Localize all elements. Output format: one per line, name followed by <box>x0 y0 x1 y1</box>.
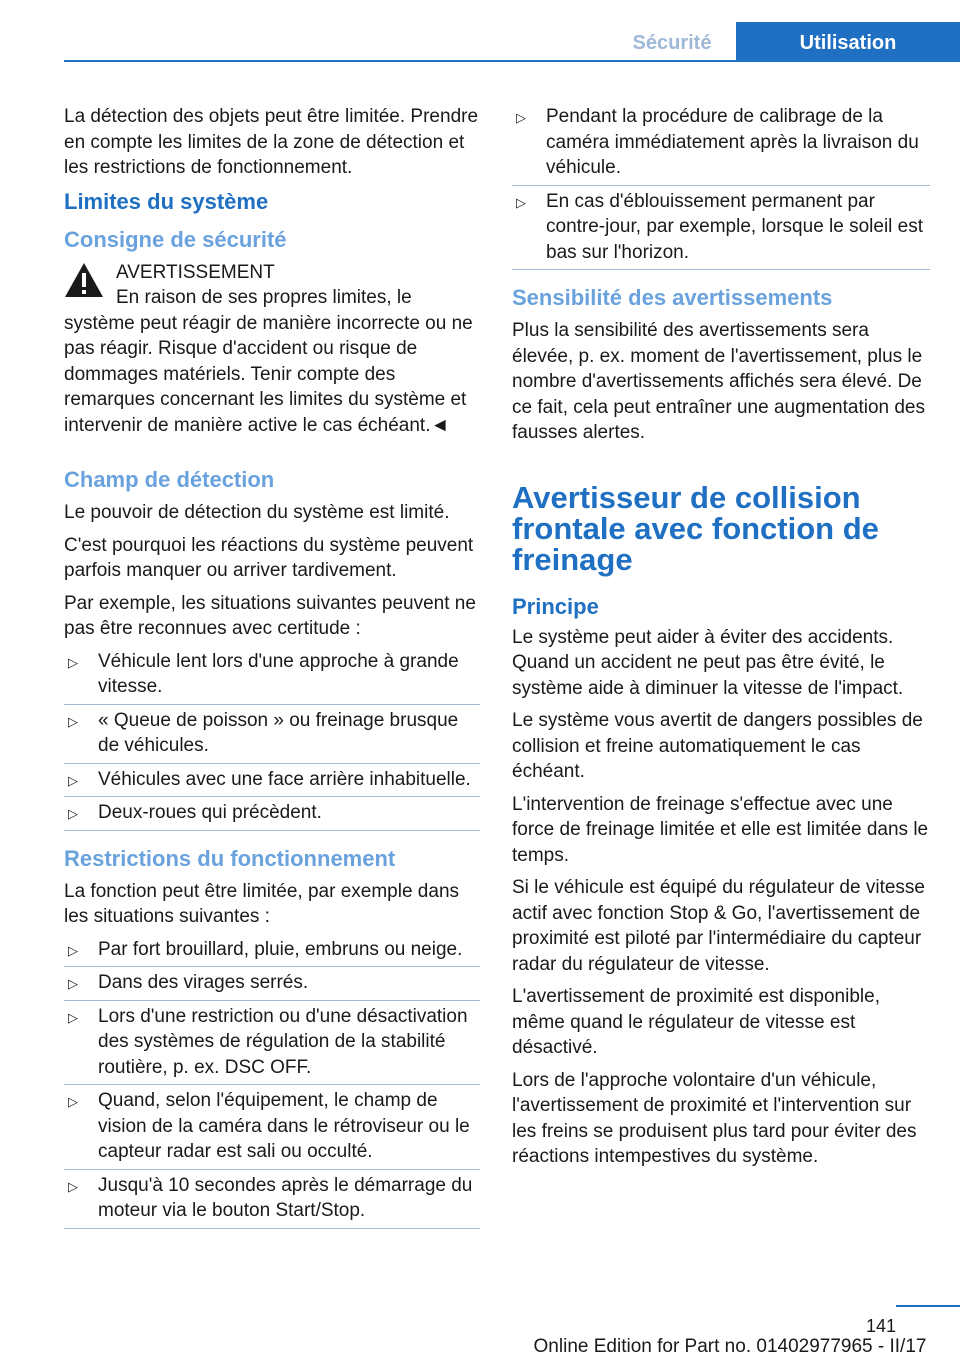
list-item-text: Lors d'une restriction ou d'une désactivation des systèmes de régulation de la stabilité routière, p. ex. DSC OFF. <box>98 1005 468 1078</box>
list-item <box>64 1088 480 1166</box>
bullet-triangle-icon: ▷ <box>68 1178 78 1194</box>
principe-paragraph: Si le véhicule est équipé du régulateur de vitesse actif avec fonction Stop & Go, l'avertissement de proximité est piloté par l'intermédiaire du capteur radar du régulateur de vitesse. <box>512 877 925 975</box>
section-tab-securite: Sécurité <box>632 32 712 54</box>
restrictions-paragraph: La fonction peut être limitée, par exemple dans les situations suivantes : <box>64 880 460 927</box>
list-item <box>64 970 480 997</box>
list-item <box>64 767 480 794</box>
list-item-text: Véhicules avec une face arrière inhabituelle. <box>98 768 471 790</box>
list-item-text: « Queue de poisson » ou freinage brusque de véhicules. <box>98 709 459 756</box>
list-item <box>64 649 480 701</box>
intro-paragraph: La détection des objets peut être limitée. Prendre en compte les limites de la zone de détection et les restrictions de fonctionnement. <box>64 106 479 178</box>
warning-block <box>64 260 480 439</box>
list-item <box>512 104 930 182</box>
heading-restrictions: Restrictions du fonctionnement <box>64 845 396 871</box>
principe-paragraph: L'intervention de freinage s'effectue avec une force de freinage limitée et elle est limitée dans le temps. <box>512 793 929 866</box>
continued-list <box>512 104 930 266</box>
bullet-triangle-icon: ▷ <box>68 1009 78 1025</box>
champ-paragraph-2: C'est pourquoi les réactions du système peuvent parfois manquer ou arriver tardivement. <box>64 534 474 581</box>
right-column <box>512 104 930 1177</box>
footer-rule <box>896 1305 960 1307</box>
header-rule <box>64 60 960 62</box>
bullet-triangle-icon: ▷ <box>68 713 78 729</box>
list-item-separator <box>64 830 480 831</box>
bullet-triangle-icon: ▷ <box>68 772 78 788</box>
principe-paragraph: Lors de l'approche volontaire d'un véhicule, l'avertissement de proximité et l'intervention sur les freins se produisent plus tard pour éviter des réactions intempestives du système. <box>512 1069 917 1167</box>
list-item-separator <box>512 269 930 270</box>
warning-text <box>64 285 480 438</box>
bullet-triangle-icon: ▷ <box>516 110 526 125</box>
bullet-triangle-icon: ▷ <box>68 806 78 821</box>
principe-paragraph: Le système vous avertit de dangers possibles de collision et freine automatiquement le cas échéant. <box>512 710 923 782</box>
list-item-separator <box>64 1228 480 1229</box>
list-item-separator <box>512 185 930 186</box>
list-item-separator <box>64 1169 480 1170</box>
list-item-separator <box>64 966 480 967</box>
champ-paragraph-3: Par exemple, les situations suivantes peuvent ne pas être reconnues avec certitude : <box>64 592 476 639</box>
list-item-separator <box>64 796 480 797</box>
list-item-separator <box>64 763 480 764</box>
principe-paragraph: Le système peut aider à éviter des accidents. Quand un accident ne peut pas être évité, le système aide à diminuer la vitesse de l'impact. <box>512 626 904 699</box>
list-item <box>64 1173 480 1225</box>
left-column <box>64 104 480 1232</box>
bullet-triangle-icon: ▷ <box>516 194 526 210</box>
warning-title: AVERTISSEMENT <box>116 261 275 283</box>
heading-principe: Principe <box>512 593 599 619</box>
list-item <box>64 937 480 964</box>
list-item-separator <box>64 1000 480 1001</box>
list-item-text: Jusqu'à 10 secondes après le démarrage du moteur via le bouton Start/Stop. <box>98 1174 473 1221</box>
bullet-triangle-icon: ▷ <box>68 654 78 670</box>
list-item <box>512 189 930 267</box>
list-item-separator <box>64 1084 480 1085</box>
bullet-triangle-icon: ▷ <box>68 1094 78 1109</box>
bullet-triangle-icon: ▷ <box>68 942 78 958</box>
warning-text-body: En raison de ses propres limites, le système peut réagir de manière incorrecte ou ne pas réagir. Risque d'accident ou risque de dommages matériels. Tenir compte des remarques concernant les limites du système et intervenir de manière active le cas échéant.◄ <box>64 287 473 436</box>
champ-list <box>64 649 480 827</box>
principe-paragraph: L'avertissement de proximité est disponible, même quand le régulateur de vitesse est désactivé. <box>512 986 880 1058</box>
page-header <box>0 0 960 62</box>
sensibilite-paragraph: Plus la sensibilité des avertissements sera élevée, p. ex. moment de l'avertissement, plus le nombre d'avertissements affichés sera élevé. De ce fait, cela peut entraîner une augmentation des fausses alertes. <box>512 320 925 443</box>
bullet-triangle-icon: ▷ <box>68 976 78 991</box>
list-item-separator <box>64 704 480 705</box>
list-item-text: Véhicule lent lors d'une approche à grande vitesse. <box>98 650 459 697</box>
champ-paragraph-1: Le pouvoir de détection du système est limité. <box>64 502 450 523</box>
list-item <box>64 800 480 827</box>
list-item-text: Deux-roues qui précèdent. <box>98 802 322 823</box>
list-item <box>64 708 480 760</box>
chapter-title: Avertisseur de collision frontale avec fonction de freinage <box>512 479 879 577</box>
footer-edition: Online Edition for Part no. 01402977965 - II/17 <box>533 1336 927 1357</box>
list-item-text: Pendant la procédure de calibrage de la caméra immédiatement après la livraison du véhicule. <box>546 106 919 178</box>
list-item-text: Par fort brouillard, pluie, embruns ou neige. <box>98 938 463 960</box>
list-item-text: En cas d'éblouissement permanent par contre-jour, par exemple, lorsque le soleil est bas sur l'horizon. <box>546 190 924 263</box>
list-item-text: Dans des virages serrés. <box>98 972 309 993</box>
section-tab-utilisation: Utilisation <box>736 22 960 62</box>
heading-limites: Limites du système <box>64 188 269 214</box>
restrictions-list <box>64 937 480 1225</box>
page-number: 141 <box>865 1316 896 1336</box>
list-item <box>64 1004 480 1082</box>
list-item-text: Quand, selon l'équipement, le champ de vision de la caméra dans le rétroviseur ou le capteur radar est sali ou occulté. <box>98 1090 470 1162</box>
heading-sensibilite: Sensibilité des avertissements <box>512 285 833 310</box>
heading-champ: Champ de détection <box>64 467 275 492</box>
heading-consigne: Consigne de sécurité <box>64 226 287 252</box>
warning-triangle-icon <box>64 262 104 298</box>
